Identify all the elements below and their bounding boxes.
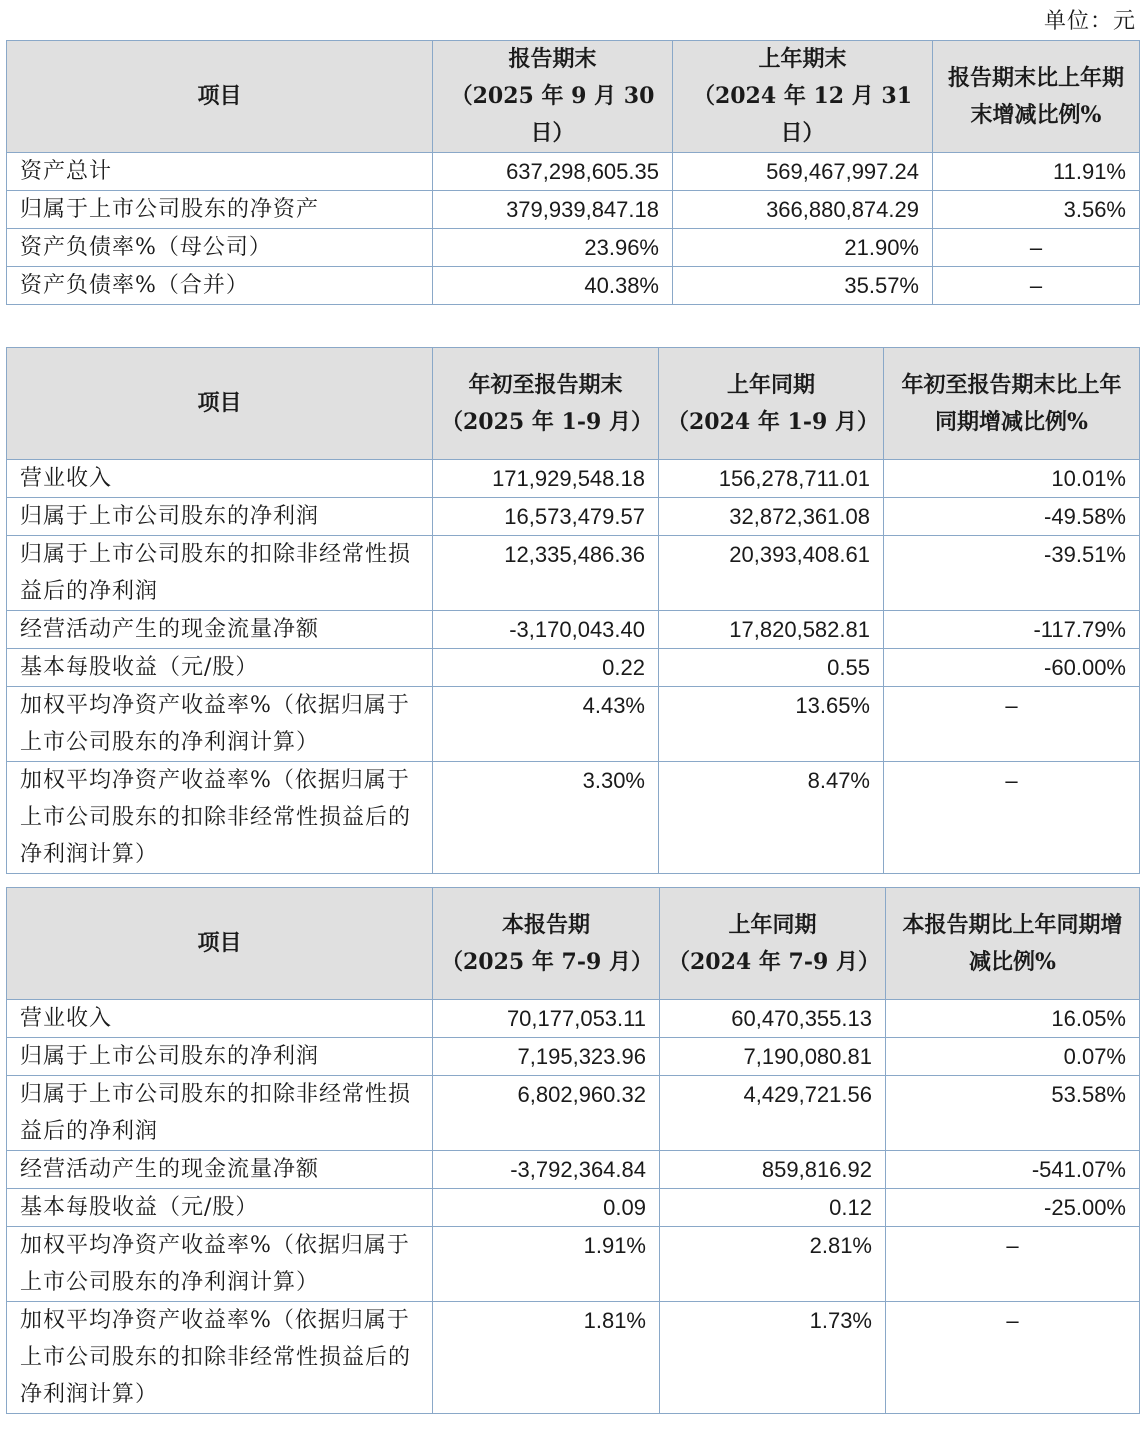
row-label: 基本每股收益（元/股）	[7, 1189, 433, 1227]
current-value: 379,939,847.18	[433, 191, 673, 229]
header-current-period: 年初至报告期末 （2025 年 1-9 月）	[433, 348, 659, 460]
table-row	[7, 762, 1140, 874]
change-value: –	[933, 229, 1140, 267]
current-value: 40.38%	[433, 267, 673, 305]
row-label: 资产负债率%（合并）	[7, 267, 433, 305]
table-row	[7, 460, 1140, 498]
table-row	[7, 1302, 1140, 1414]
prior-value: 8.47%	[659, 762, 884, 874]
row-label: 加权平均净资产收益率%（依据归属于上市公司股东的净利润计算）	[7, 1227, 433, 1302]
row-label: 资产负债率%（母公司）	[7, 229, 433, 267]
table-row	[7, 153, 1140, 191]
table-row	[7, 1227, 1140, 1302]
header-current-period: 报告期末 （2025 年 9 月 30 日）	[433, 41, 673, 153]
table-row	[7, 649, 1140, 687]
change-value: -25.00%	[886, 1189, 1140, 1227]
prior-value: 4,429,721.56	[660, 1076, 886, 1151]
table-header-row	[7, 348, 1140, 460]
row-label: 加权平均净资产收益率%（依据归属于上市公司股东的扣除非经常性损益后的净利润计算）	[7, 762, 433, 874]
header-current-period: 本报告期 （2025 年 7-9 月）	[433, 888, 660, 1000]
quarter-table	[6, 887, 1140, 1414]
row-label: 归属于上市公司股东的扣除非经常性损益后的净利润	[7, 1076, 433, 1151]
change-value: –	[886, 1227, 1140, 1302]
change-value: 0.07%	[886, 1038, 1140, 1076]
current-value: -3,170,043.40	[433, 611, 659, 649]
change-value: 11.91%	[933, 153, 1140, 191]
current-value: 4.43%	[433, 687, 659, 762]
current-value: 70,177,053.11	[433, 1000, 660, 1038]
change-value: -49.58%	[884, 498, 1140, 536]
row-label: 基本每股收益（元/股）	[7, 649, 433, 687]
row-label: 营业收入	[7, 1000, 433, 1038]
prior-value: 859,816.92	[660, 1151, 886, 1189]
table-row	[7, 1000, 1140, 1038]
prior-value: 20,393,408.61	[659, 536, 884, 611]
change-value: -541.07%	[886, 1151, 1140, 1189]
table-row	[7, 1076, 1140, 1151]
prior-value: 0.12	[660, 1189, 886, 1227]
prior-value: 366,880,874.29	[673, 191, 933, 229]
change-value: -39.51%	[884, 536, 1140, 611]
header-change: 报告期末比上年期末增减比例%	[933, 41, 1140, 153]
table-row	[7, 536, 1140, 611]
header-item: 项目	[7, 888, 433, 1000]
row-label: 归属于上市公司股东的净利润	[7, 1038, 433, 1076]
table-row	[7, 267, 1140, 305]
header-item: 项目	[7, 348, 433, 460]
current-value: 12,335,486.36	[433, 536, 659, 611]
table-row	[7, 611, 1140, 649]
row-label: 经营活动产生的现金流量净额	[7, 611, 433, 649]
current-value: 6,802,960.32	[433, 1076, 660, 1151]
table-row	[7, 1038, 1140, 1076]
prior-value: 0.55	[659, 649, 884, 687]
header-item: 项目	[7, 41, 433, 153]
change-value: –	[933, 267, 1140, 305]
row-label: 经营活动产生的现金流量净额	[7, 1151, 433, 1189]
change-value: –	[886, 1302, 1140, 1414]
change-value: -60.00%	[884, 649, 1140, 687]
header-prior-period: 上年同期 （2024 年 1-9 月）	[659, 348, 884, 460]
row-label: 归属于上市公司股东的净利润	[7, 498, 433, 536]
current-value: 23.96%	[433, 229, 673, 267]
table-header-row	[7, 888, 1140, 1000]
change-value: 53.58%	[886, 1076, 1140, 1151]
change-value: -117.79%	[884, 611, 1140, 649]
prior-value: 60,470,355.13	[660, 1000, 886, 1038]
year-to-date-table	[6, 347, 1140, 874]
change-value: 16.05%	[886, 1000, 1140, 1038]
row-label: 资产总计	[7, 153, 433, 191]
current-value: 0.09	[433, 1189, 660, 1227]
table-row	[7, 498, 1140, 536]
row-label: 营业收入	[7, 460, 433, 498]
change-value: –	[884, 687, 1140, 762]
header-change: 年初至报告期末比上年同期增减比例%	[884, 348, 1140, 460]
current-value: 3.30%	[433, 762, 659, 874]
balance-sheet-table	[6, 40, 1140, 305]
row-label: 加权平均净资产收益率%（依据归属于上市公司股东的净利润计算）	[7, 687, 433, 762]
unit-label: 单位：元	[1043, 9, 1136, 34]
table-row	[7, 1189, 1140, 1227]
current-value: 16,573,479.57	[433, 498, 659, 536]
prior-value: 35.57%	[673, 267, 933, 305]
current-value: 1.81%	[433, 1302, 660, 1414]
prior-value: 569,467,997.24	[673, 153, 933, 191]
current-value: 171,929,548.18	[433, 460, 659, 498]
prior-value: 17,820,582.81	[659, 611, 884, 649]
table-row	[7, 1151, 1140, 1189]
table-row	[7, 687, 1140, 762]
table-row	[7, 191, 1140, 229]
prior-value: 21.90%	[673, 229, 933, 267]
current-value: 637,298,605.35	[433, 153, 673, 191]
prior-value: 1.73%	[660, 1302, 886, 1414]
header-change: 本报告期比上年同期增减比例%	[886, 888, 1140, 1000]
header-prior-period: 上年期末 （2024 年 12 月 31 日）	[673, 41, 933, 153]
row-label: 归属于上市公司股东的扣除非经常性损益后的净利润	[7, 536, 433, 611]
prior-value: 7,190,080.81	[660, 1038, 886, 1076]
change-value: 3.56%	[933, 191, 1140, 229]
current-value: 0.22	[433, 649, 659, 687]
header-prior-period: 上年同期 （2024 年 7-9 月）	[660, 888, 886, 1000]
change-value: 10.01%	[884, 460, 1140, 498]
table-header-row	[7, 41, 1140, 153]
prior-value: 2.81%	[660, 1227, 886, 1302]
row-label: 加权平均净资产收益率%（依据归属于上市公司股东的扣除非经常性损益后的净利润计算）	[7, 1302, 433, 1414]
prior-value: 156,278,711.01	[659, 460, 884, 498]
prior-value: 32,872,361.08	[659, 498, 884, 536]
table-row	[7, 229, 1140, 267]
current-value: 7,195,323.96	[433, 1038, 660, 1076]
row-label: 归属于上市公司股东的净资产	[7, 191, 433, 229]
change-value: –	[884, 762, 1140, 874]
current-value: -3,792,364.84	[433, 1151, 660, 1189]
prior-value: 13.65%	[659, 687, 884, 762]
current-value: 1.91%	[433, 1227, 660, 1302]
